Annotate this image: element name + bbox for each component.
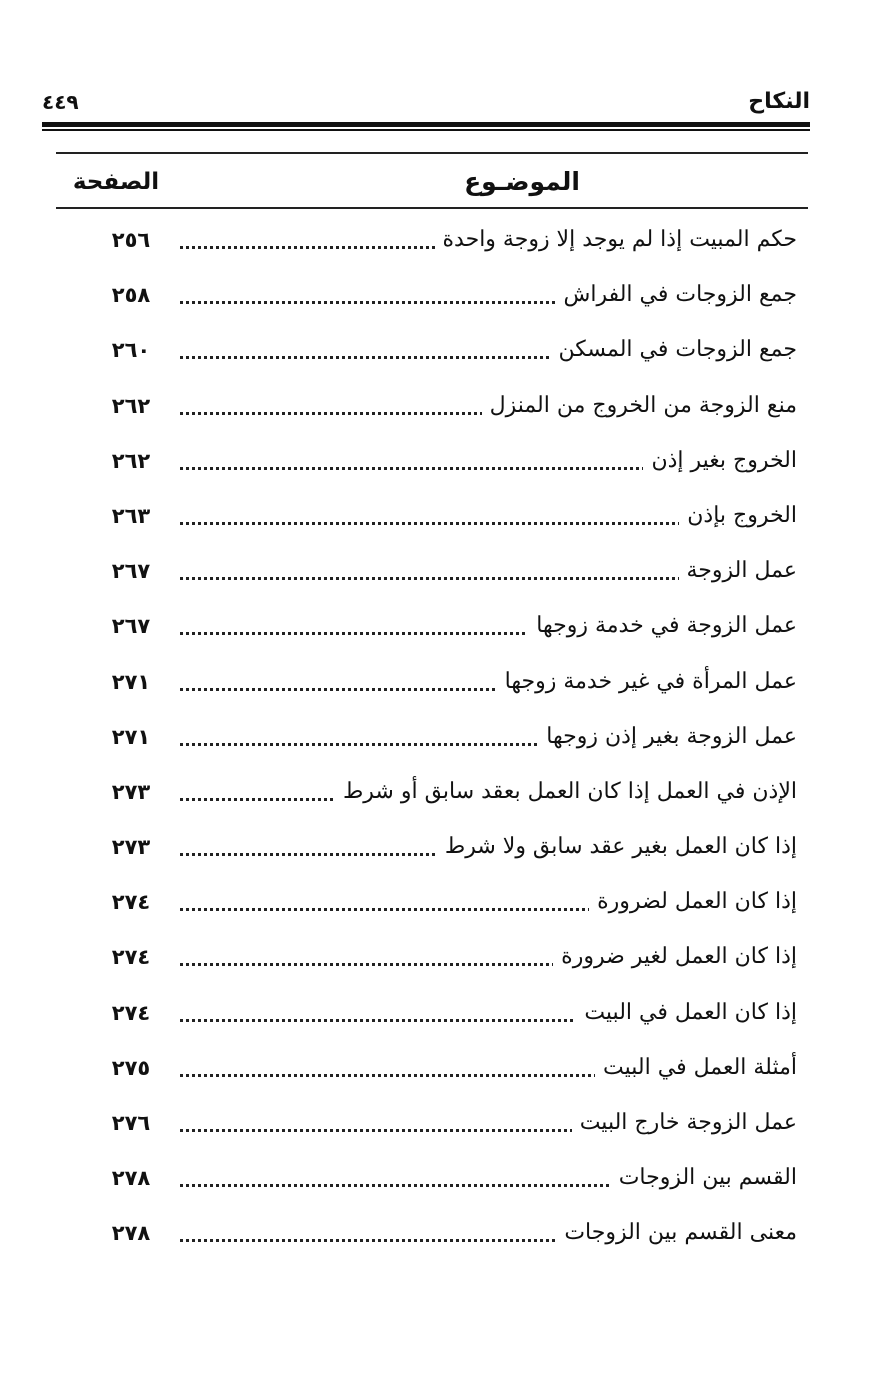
toc-entry-title: جمع الزوجات في المسكن [550, 334, 797, 366]
toc-entry [0, 709, 879, 764]
page-number: ٤٤٩ [42, 90, 79, 114]
toc-entry [0, 929, 879, 984]
toc-entry-page: ٢٦٣ [111, 503, 151, 528]
toc-entry-page: ٢٦٧ [111, 559, 151, 584]
toc-entry [0, 764, 879, 819]
toc-entry-title: جمع الزوجات في الفراش [555, 279, 797, 311]
toc-entry-page: ٢٧١ [111, 724, 151, 749]
toc-entry-title: معنى القسم بين الزوجات [556, 1217, 797, 1249]
toc-entry-page: ٢٧٤ [111, 1000, 151, 1025]
column-header-page: الصفحة [72, 169, 160, 195]
toc-entry-title: الإذن في العمل إذا كان العمل بعقد سابق أو شرط [335, 776, 797, 808]
toc-entry [0, 212, 879, 267]
toc-entry [0, 322, 879, 377]
toc-entry-title: حكم المبيت إذا لم يوجد إلا زوجة واحدة [435, 224, 797, 256]
toc-entry-page: ٢٦٢ [111, 393, 151, 418]
toc-entry-page: ٢٦٧ [111, 614, 151, 639]
toc-entry [0, 1205, 879, 1260]
toc-entry-title: عمل المرأة في غير خدمة زوجها [497, 666, 797, 698]
toc-entry [0, 543, 879, 598]
toc-entry-page: ٢٥٦ [111, 228, 151, 252]
toc-entry-title: منع الزوجة من الخروج من المنزل [482, 390, 797, 422]
toc-entry-page: ٢٧٣ [111, 779, 151, 804]
toc-entry [0, 985, 879, 1040]
column-header-topic: الموضـوع [464, 167, 580, 196]
toc-entry-page: ٢٧٥ [111, 1055, 151, 1080]
toc-entry-page: ٢٧١ [111, 669, 151, 694]
toc-entry-page: ٢٧٨ [111, 1166, 151, 1191]
toc-entry-title: إذا كان العمل بغير عقد سابق ولا شرط [437, 831, 797, 863]
toc-entry-title: أمثلة العمل في البيت [595, 1052, 797, 1084]
toc-entry-title: عمل الزوجة خارج البيت [572, 1107, 797, 1139]
toc-entry [0, 378, 879, 433]
toc-entry [0, 1150, 879, 1205]
toc-entry-page: ٢٧٤ [111, 945, 151, 970]
toc-entry [0, 874, 879, 929]
toc-entry-page: ٢٧٦ [111, 1111, 151, 1135]
toc-entry-page: ٢٧٤ [111, 890, 151, 915]
column-header-bottom-rule [56, 207, 808, 209]
toc-entry-title: إذا كان العمل في البيت [576, 997, 797, 1029]
toc-entry [0, 819, 879, 874]
toc-list [0, 212, 879, 1261]
toc-entry-title: إذا كان العمل لغير ضرورة [553, 941, 797, 973]
header-rule-thin [42, 129, 810, 131]
toc-entry-title: القسم بين الزوجات [611, 1162, 797, 1194]
toc-entry-title: عمل الزوجة بغير إذن زوجها [538, 721, 797, 753]
toc-entry-page: ٢٧٨ [111, 1221, 151, 1246]
toc-entry [0, 1040, 879, 1095]
running-header [42, 88, 810, 122]
column-headers [56, 160, 808, 204]
toc-entry-page: ٢٦٠ [111, 338, 151, 363]
column-header-top-rule [56, 152, 808, 154]
toc-entry [0, 654, 879, 709]
toc-entry [0, 267, 879, 322]
toc-entry-page: ٢٧٣ [111, 835, 151, 860]
toc-entry-title: عمل الزوجة [679, 555, 797, 587]
toc-entry-page: ٢٥٨ [111, 283, 151, 308]
toc-entry [0, 433, 879, 488]
toc-entry-title: الخروج بإذن [679, 500, 797, 532]
toc-entry [0, 598, 879, 653]
toc-entry-title: عمل الزوجة في خدمة زوجها [528, 610, 797, 642]
toc-entry-title: الخروج بغير إذن [643, 445, 797, 477]
toc-entry-page: ٢٦٢ [111, 448, 151, 473]
header-rule-thick [42, 122, 810, 127]
toc-entry [0, 488, 879, 543]
book-title: النكاح [748, 89, 810, 114]
toc-entry-title: إذا كان العمل لضرورة [589, 886, 797, 918]
toc-entry [0, 1095, 879, 1150]
